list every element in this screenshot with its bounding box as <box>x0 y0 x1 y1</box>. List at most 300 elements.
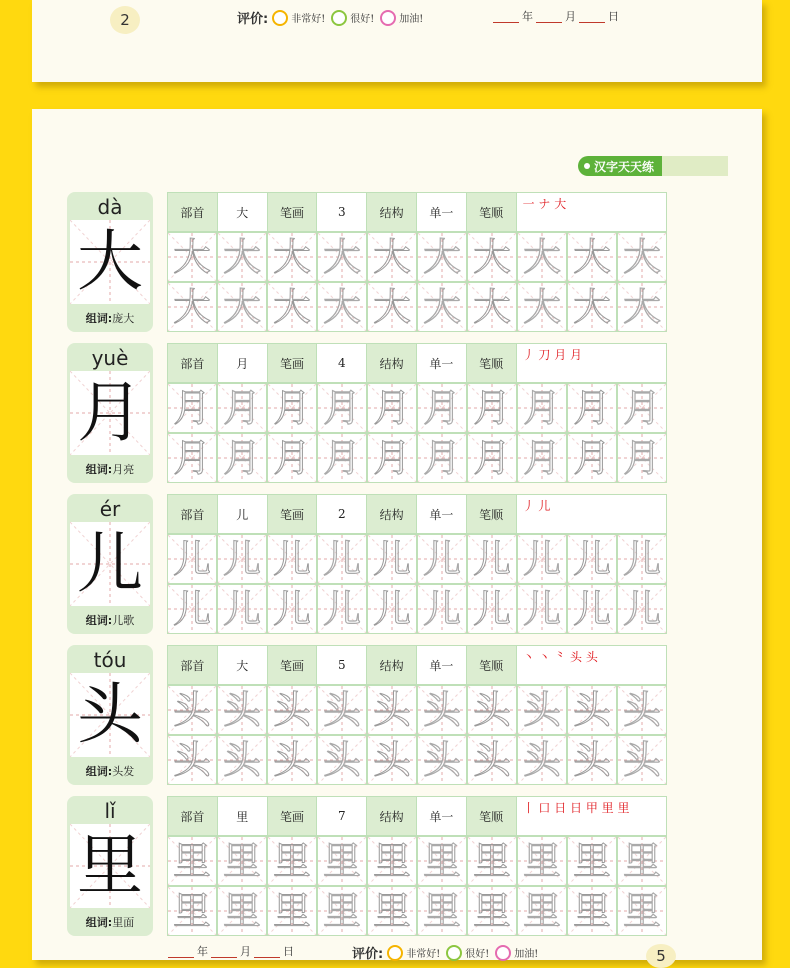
tracing-character: 里 <box>272 889 311 933</box>
tracing-character: 大 <box>322 235 361 279</box>
practice-cell[interactable] <box>267 735 317 785</box>
tracing-character: 儿 <box>622 537 661 581</box>
practice-grid <box>167 836 667 936</box>
tracing-character: 儿 <box>422 587 461 631</box>
word-example: 组词:庞大 <box>85 312 135 325</box>
practice-cell[interactable] <box>317 383 367 433</box>
tracing-character: 儿 <box>272 537 311 581</box>
rating-label: 评价: <box>352 947 384 962</box>
practice-cell[interactable] <box>367 232 417 282</box>
practice-cell[interactable] <box>417 383 467 433</box>
radical-value: 大 <box>218 646 268 684</box>
practice-cell[interactable] <box>217 282 267 332</box>
tracing-character: 里 <box>322 889 361 933</box>
practice-cell[interactable] <box>367 735 417 785</box>
tracing-character: 里 <box>622 839 661 883</box>
word-example: 组词:儿歌 <box>85 614 135 627</box>
strokes-label: 笔画 <box>268 646 318 684</box>
structure-value: 单一 <box>417 646 467 684</box>
tracing-character: 头 <box>172 738 211 782</box>
radical-value: 大 <box>218 193 268 231</box>
practice-cell[interactable] <box>567 383 617 433</box>
practice-cell[interactable] <box>367 584 417 634</box>
tracing-character: 儿 <box>172 587 211 631</box>
practice-cell[interactable] <box>417 232 467 282</box>
practice-cell[interactable] <box>367 383 417 433</box>
rating-circle-icon <box>446 945 462 961</box>
model-character-box <box>70 371 150 455</box>
tracing-character: 大 <box>422 285 461 329</box>
tracing-character: 月 <box>272 386 311 430</box>
practice-cell[interactable] <box>317 282 367 332</box>
tracing-character: 月 <box>522 436 561 480</box>
model-character: 儿 <box>77 525 143 602</box>
practice-grid <box>167 383 667 483</box>
tracing-character: 月 <box>222 386 261 430</box>
rating-option-good[interactable]: 很好! <box>446 945 489 961</box>
practice-cell[interactable] <box>517 534 567 584</box>
tracing-character: 儿 <box>622 587 661 631</box>
model-character-box <box>70 522 150 606</box>
tracing-character: 儿 <box>522 537 561 581</box>
tracing-character: 头 <box>522 688 561 732</box>
rating-circle-icon <box>272 10 288 26</box>
tracing-character: 里 <box>522 889 561 933</box>
character-row <box>67 796 667 936</box>
stroke-order-label: 笔顺 <box>467 193 517 231</box>
tracing-character: 里 <box>472 889 511 933</box>
tracing-character: 儿 <box>322 587 361 631</box>
practice-cell[interactable] <box>217 383 267 433</box>
practice-cell[interactable] <box>217 433 267 483</box>
word-example: 组词:头发 <box>85 765 135 778</box>
tracing-character: 大 <box>522 285 561 329</box>
strokes-label: 笔画 <box>268 495 318 533</box>
practice-cell[interactable] <box>617 836 667 886</box>
practice-cell[interactable] <box>617 685 667 735</box>
tracing-character: 头 <box>622 738 661 782</box>
structure-label: 结构 <box>367 646 417 684</box>
tracing-character: 头 <box>422 688 461 732</box>
tracing-character: 里 <box>222 839 261 883</box>
practice-cell[interactable] <box>467 433 517 483</box>
radical-label: 部首 <box>168 797 218 835</box>
tracing-character: 大 <box>272 235 311 279</box>
practice-cell[interactable] <box>567 836 617 886</box>
tracing-character: 大 <box>572 235 611 279</box>
tracing-character: 头 <box>572 688 611 732</box>
strokes-label: 笔画 <box>268 797 318 835</box>
structure-value: 单一 <box>417 193 467 231</box>
practice-cell[interactable] <box>267 836 317 886</box>
practice-cell[interactable] <box>517 282 567 332</box>
character-info-bar <box>167 192 667 232</box>
character-card <box>67 796 153 936</box>
model-character: 大 <box>77 223 143 300</box>
rating-circle-icon <box>380 10 396 26</box>
practice-cell[interactable] <box>467 584 517 634</box>
practice-cell[interactable] <box>467 282 517 332</box>
stroke-order-value: 丿 儿 <box>522 499 551 513</box>
stroke-order-label: 笔顺 <box>467 344 517 382</box>
tracing-character: 大 <box>172 285 211 329</box>
practice-cell[interactable] <box>267 383 317 433</box>
pinyin: dà <box>97 195 123 219</box>
character-info-bar <box>167 494 667 534</box>
practice-cell[interactable] <box>567 685 617 735</box>
practice-cell[interactable] <box>167 232 217 282</box>
practice-grid <box>167 534 667 634</box>
tracing-character: 月 <box>372 386 411 430</box>
practice-cell[interactable] <box>417 584 467 634</box>
tracing-character: 大 <box>322 285 361 329</box>
tracing-character: 月 <box>572 436 611 480</box>
tracing-character: 里 <box>222 889 261 933</box>
tracing-character: 头 <box>322 738 361 782</box>
tracing-character: 里 <box>272 839 311 883</box>
tracing-character: 大 <box>522 235 561 279</box>
tracing-character: 头 <box>622 688 661 732</box>
stroke-order-value: 丶 丶 ⺀ 头 头 <box>522 650 598 664</box>
practice-cell[interactable] <box>567 534 617 584</box>
model-character: 月 <box>77 374 143 451</box>
stroke-order-label: 笔顺 <box>467 646 517 684</box>
practice-cell[interactable] <box>317 534 367 584</box>
structure-label: 结构 <box>367 344 417 382</box>
practice-cell[interactable] <box>417 735 467 785</box>
character-row <box>67 192 667 332</box>
rating-option-try[interactable]: 加油! <box>380 10 423 26</box>
rating-row <box>237 8 429 27</box>
tracing-character: 儿 <box>222 587 261 631</box>
tracing-character: 头 <box>222 738 261 782</box>
strokes-value: 7 <box>317 797 367 835</box>
practice-cell[interactable] <box>467 685 517 735</box>
model-character-box <box>70 220 150 304</box>
word-example: 组词:里面 <box>85 916 135 929</box>
tracing-character: 儿 <box>472 587 511 631</box>
pinyin: lǐ <box>104 799 116 823</box>
practice-cell[interactable] <box>167 886 217 936</box>
character-row <box>67 343 667 483</box>
tracing-character: 头 <box>472 688 511 732</box>
practice-cell[interactable] <box>167 383 217 433</box>
tracing-character: 里 <box>372 889 411 933</box>
tracing-character: 月 <box>472 436 511 480</box>
practice-cell[interactable] <box>167 735 217 785</box>
model-character-box <box>70 673 150 757</box>
practice-cell[interactable] <box>317 886 367 936</box>
rating-circle-icon <box>495 945 511 961</box>
practice-cell[interactable] <box>367 282 417 332</box>
strokes-value: 2 <box>317 495 367 533</box>
tracing-character: 头 <box>172 688 211 732</box>
practice-cell[interactable] <box>517 584 567 634</box>
practice-cell[interactable] <box>567 433 617 483</box>
practice-cell[interactable] <box>167 534 217 584</box>
tracing-character: 头 <box>522 738 561 782</box>
stroke-order-value: 丿 刀 月 月 <box>522 348 583 362</box>
practice-cell[interactable] <box>567 282 617 332</box>
practice-cell[interactable] <box>617 383 667 433</box>
structure-value: 单一 <box>417 344 467 382</box>
practice-grid <box>167 685 667 785</box>
tracing-character: 儿 <box>372 537 411 581</box>
character-card <box>67 494 153 634</box>
practice-cell[interactable] <box>267 685 317 735</box>
page-number-badge: 5 <box>646 944 676 968</box>
tracing-character: 头 <box>372 688 411 732</box>
practice-cell[interactable] <box>317 836 367 886</box>
character-card <box>67 343 153 483</box>
tracing-character: 月 <box>422 436 461 480</box>
practice-cell[interactable] <box>317 685 367 735</box>
practice-cell[interactable] <box>267 534 317 584</box>
main-rating-row <box>352 943 544 962</box>
section-tag: 汉字天天练 <box>578 156 728 176</box>
tracing-character: 儿 <box>372 587 411 631</box>
practice-cell[interactable] <box>217 232 267 282</box>
practice-cell[interactable] <box>417 685 467 735</box>
practice-cell[interactable] <box>167 433 217 483</box>
practice-cell[interactable] <box>217 735 267 785</box>
tracing-character: 大 <box>572 285 611 329</box>
tracing-character: 月 <box>472 386 511 430</box>
pinyin: ér <box>99 497 121 521</box>
practice-cell[interactable] <box>267 584 317 634</box>
practice-cell[interactable] <box>517 232 567 282</box>
tracing-character: 月 <box>572 386 611 430</box>
structure-label: 结构 <box>367 797 417 835</box>
tracing-character: 月 <box>322 386 361 430</box>
radical-value: 月 <box>218 344 268 382</box>
practice-cell[interactable] <box>217 584 267 634</box>
rating-label: 评价: <box>237 12 269 27</box>
stroke-order-label: 笔顺 <box>467 797 517 835</box>
strokes-value: 5 <box>317 646 367 684</box>
tracing-character: 头 <box>372 738 411 782</box>
practice-cell[interactable] <box>317 232 367 282</box>
tracing-character: 儿 <box>472 537 511 581</box>
tracing-character: 里 <box>322 839 361 883</box>
practice-cell[interactable] <box>367 836 417 886</box>
strokes-label: 笔画 <box>268 344 318 382</box>
previous-page <box>32 0 762 82</box>
tracing-character: 头 <box>272 738 311 782</box>
practice-cell[interactable] <box>167 282 217 332</box>
practice-cell[interactable] <box>267 282 317 332</box>
rating-option-good[interactable]: 很好! <box>331 10 374 26</box>
practice-cell[interactable] <box>267 886 317 936</box>
character-info-bar <box>167 343 667 383</box>
practice-cell[interactable] <box>417 886 467 936</box>
tracing-character: 儿 <box>322 537 361 581</box>
tracing-character: 大 <box>372 285 411 329</box>
practice-cell[interactable] <box>567 584 617 634</box>
practice-cell[interactable] <box>617 886 667 936</box>
practice-cell[interactable] <box>167 584 217 634</box>
page-number-badge: 2 <box>110 6 140 34</box>
practice-cell[interactable] <box>417 534 467 584</box>
tracing-character: 头 <box>322 688 361 732</box>
practice-cell[interactable] <box>467 534 517 584</box>
practice-cell[interactable] <box>467 836 517 886</box>
practice-cell[interactable] <box>517 886 567 936</box>
tracing-character: 儿 <box>172 537 211 581</box>
practice-cell[interactable] <box>417 836 467 886</box>
tracing-character: 里 <box>522 839 561 883</box>
practice-cell[interactable] <box>617 534 667 584</box>
practice-cell[interactable] <box>617 584 667 634</box>
rating-option-try[interactable]: 加油! <box>495 945 538 961</box>
practice-cell[interactable] <box>517 735 567 785</box>
practice-cell[interactable] <box>367 685 417 735</box>
tracing-character: 头 <box>272 688 311 732</box>
tracing-character: 大 <box>472 285 511 329</box>
bullet-icon <box>584 163 590 169</box>
strokes-label: 笔画 <box>268 193 318 231</box>
practice-cell[interactable] <box>617 282 667 332</box>
radical-label: 部首 <box>168 495 218 533</box>
strokes-value: 4 <box>317 344 367 382</box>
practice-cell[interactable] <box>417 282 467 332</box>
rating-option-excellent[interactable]: 非常好! <box>272 10 325 26</box>
tracing-character: 大 <box>222 285 261 329</box>
practice-cell[interactable] <box>367 433 417 483</box>
model-character: 头 <box>77 676 143 753</box>
radical-label: 部首 <box>168 344 218 382</box>
tracing-character: 月 <box>172 386 211 430</box>
tracing-character: 里 <box>622 889 661 933</box>
practice-cell[interactable] <box>617 232 667 282</box>
tracing-character: 里 <box>422 839 461 883</box>
tracing-character: 儿 <box>572 537 611 581</box>
tracing-character: 月 <box>372 436 411 480</box>
structure-value: 单一 <box>417 495 467 533</box>
practice-cell[interactable] <box>167 685 217 735</box>
tracing-character: 大 <box>272 285 311 329</box>
tracing-character: 里 <box>422 889 461 933</box>
tracing-character: 大 <box>622 285 661 329</box>
practice-cell[interactable] <box>517 433 567 483</box>
practice-cell[interactable] <box>267 433 317 483</box>
rating-option-excellent[interactable]: 非常好! <box>387 945 440 961</box>
tracing-character: 月 <box>272 436 311 480</box>
practice-cell[interactable] <box>367 886 417 936</box>
tracing-character: 头 <box>222 688 261 732</box>
character-card <box>67 192 153 332</box>
tracing-character: 月 <box>422 386 461 430</box>
word-example: 组词:月亮 <box>85 463 135 476</box>
stroke-order-value: 丨 口 日 日 甲 里 里 <box>522 801 630 815</box>
practice-cell[interactable] <box>217 886 267 936</box>
tracing-character: 月 <box>522 386 561 430</box>
tracing-character: 头 <box>472 738 511 782</box>
rating-circle-icon <box>387 945 403 961</box>
practice-cell[interactable] <box>467 383 517 433</box>
tracing-character: 大 <box>472 235 511 279</box>
tracing-character: 儿 <box>272 587 311 631</box>
practice-cell[interactable] <box>517 685 567 735</box>
practice-cell[interactable] <box>567 232 617 282</box>
practice-cell[interactable] <box>317 735 367 785</box>
model-character-box <box>70 824 150 908</box>
practice-cell[interactable] <box>517 836 567 886</box>
tracing-character: 大 <box>422 235 461 279</box>
model-character: 里 <box>77 827 143 904</box>
practice-cell[interactable] <box>467 735 517 785</box>
tracing-character: 大 <box>372 235 411 279</box>
character-row <box>67 645 667 785</box>
radical-value: 里 <box>218 797 268 835</box>
tracing-character: 大 <box>622 235 661 279</box>
tracing-character: 里 <box>472 839 511 883</box>
structure-value: 单一 <box>417 797 467 835</box>
strokes-value: 3 <box>317 193 367 231</box>
pinyin: tóu <box>93 648 127 672</box>
practice-cell[interactable] <box>467 886 517 936</box>
date-field[interactable]: 年 月 日 <box>490 8 619 24</box>
tracing-character: 月 <box>322 436 361 480</box>
rating-circle-icon <box>331 10 347 26</box>
practice-cell[interactable] <box>517 383 567 433</box>
tracing-character: 月 <box>622 386 661 430</box>
main-date-field[interactable]: 年 月 日 <box>165 943 294 959</box>
practice-cell[interactable] <box>317 584 367 634</box>
practice-cell[interactable] <box>217 685 267 735</box>
tracing-character: 儿 <box>222 537 261 581</box>
structure-label: 结构 <box>367 495 417 533</box>
practice-cell[interactable] <box>317 433 367 483</box>
practice-cell[interactable] <box>467 232 517 282</box>
tracing-character: 里 <box>572 889 611 933</box>
tracing-character: 儿 <box>422 537 461 581</box>
practice-cell[interactable] <box>617 433 667 483</box>
tracing-character: 头 <box>572 738 611 782</box>
tracing-character: 月 <box>622 436 661 480</box>
tracing-character: 儿 <box>572 587 611 631</box>
tracing-character: 月 <box>222 436 261 480</box>
stroke-order-value: 一 ナ 大 <box>522 197 567 211</box>
practice-cell[interactable] <box>567 886 617 936</box>
tracing-character: 大 <box>222 235 261 279</box>
character-row <box>67 494 667 634</box>
practice-cell[interactable] <box>367 534 417 584</box>
practice-grid <box>167 232 667 332</box>
character-info-bar <box>167 796 667 836</box>
radical-label: 部首 <box>168 646 218 684</box>
tracing-character: 里 <box>572 839 611 883</box>
practice-cell[interactable] <box>267 232 317 282</box>
practice-cell[interactable] <box>617 735 667 785</box>
structure-label: 结构 <box>367 193 417 231</box>
practice-cell[interactable] <box>217 836 267 886</box>
character-card <box>67 645 153 785</box>
tracing-character: 月 <box>172 436 211 480</box>
practice-cell[interactable] <box>167 836 217 886</box>
stroke-order-label: 笔顺 <box>467 495 517 533</box>
radical-value: 儿 <box>218 495 268 533</box>
tracing-character: 大 <box>172 235 211 279</box>
practice-cell[interactable] <box>217 534 267 584</box>
tracing-character: 里 <box>372 839 411 883</box>
practice-cell[interactable] <box>567 735 617 785</box>
tracing-character: 儿 <box>522 587 561 631</box>
radical-label: 部首 <box>168 193 218 231</box>
pinyin: yuè <box>91 346 129 370</box>
practice-cell[interactable] <box>417 433 467 483</box>
tracing-character: 头 <box>422 738 461 782</box>
